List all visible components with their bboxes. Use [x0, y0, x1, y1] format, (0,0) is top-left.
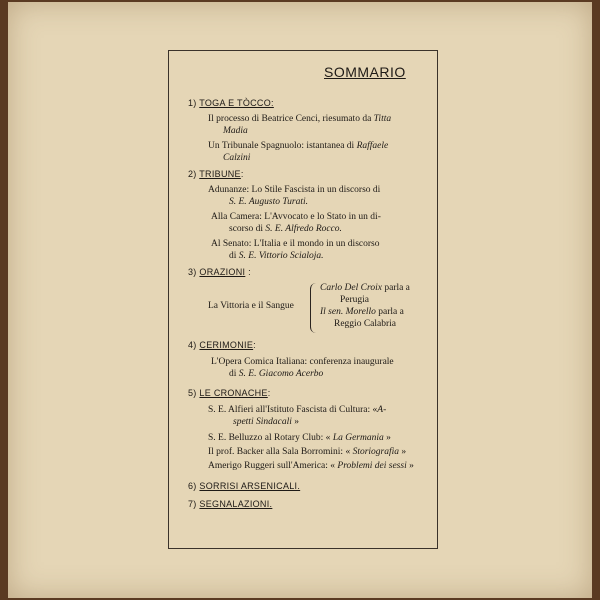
entry-3-speaker-1: Carlo Del Croix parla a	[320, 283, 410, 293]
section-6-heading: 6) SORRISI ARSENICALI.	[188, 481, 301, 491]
section-7-heading: 7) SEGNALAZIONI.	[188, 499, 273, 509]
page-title: SOMMARIO	[324, 64, 406, 80]
brace	[310, 283, 317, 333]
entry-3-title: La Vittoria e il Sangue	[208, 301, 294, 311]
entry-3-city-2: Reggio Calabria	[334, 319, 396, 329]
entry-2-1-cont: S. E. Augusto Turati.	[229, 197, 309, 207]
entry-2-2: Alla Camera: L'Avvocato e lo Stato in un di-	[211, 212, 381, 222]
entry-5-1-cont: spetti Sindacali »	[233, 417, 299, 427]
entry-2-1: Adunanze: Lo Stile Fascista in un discorso di	[208, 185, 381, 195]
entry-5-4: Amerigo Ruggeri sull'America: « Problemi dei sessi »	[208, 461, 414, 471]
entry-5-3: Il prof. Backer alla Sala Borromini: « Storiografia »	[208, 447, 407, 457]
entry-5-1: S. E. Alfieri all'Istituto Fascista di Cultura: «A-	[208, 405, 387, 415]
section-1-heading: 1) TOGA E TÒCCO:	[188, 98, 274, 108]
entry-2-2-cont: scorso di S. E. Alfredo Rocco.	[229, 224, 342, 234]
entry-1-2: Un Tribunale Spagnuolo: istantanea di Raffaele	[208, 141, 389, 151]
entry-3-city-1: Perugia	[340, 295, 370, 305]
entry-1-1: Il processo di Beatrice Cenci, riesumato da Titta	[208, 114, 392, 124]
section-2-heading: 2) TRIBUNE:	[188, 169, 244, 179]
entry-4-1: L'Opera Comica Italiana: conferenza inaugurale	[211, 357, 394, 367]
entry-1-1-cont: Madia	[223, 126, 248, 136]
entry-4-1-cont: di S. E. Giacomo Acerbo	[229, 369, 324, 379]
section-5-heading: 5) LE CRONACHE:	[188, 388, 271, 398]
section-3-heading: 3) ORAZIONI :	[188, 267, 251, 277]
entry-2-3-cont: di S. E. Vittorio Scialoja.	[229, 251, 324, 261]
entry-5-2: S. E. Belluzzo al Rotary Club: « La Germania »	[208, 433, 391, 443]
entry-3-speaker-2: Il sen. Morello parla a	[320, 307, 404, 317]
entry-2-3: Al Senato: L'Italia e il mondo in un discorso	[211, 239, 380, 249]
section-4-heading: 4) CERIMONIE:	[188, 340, 256, 350]
entry-1-2-cont: Calzini	[223, 153, 251, 163]
